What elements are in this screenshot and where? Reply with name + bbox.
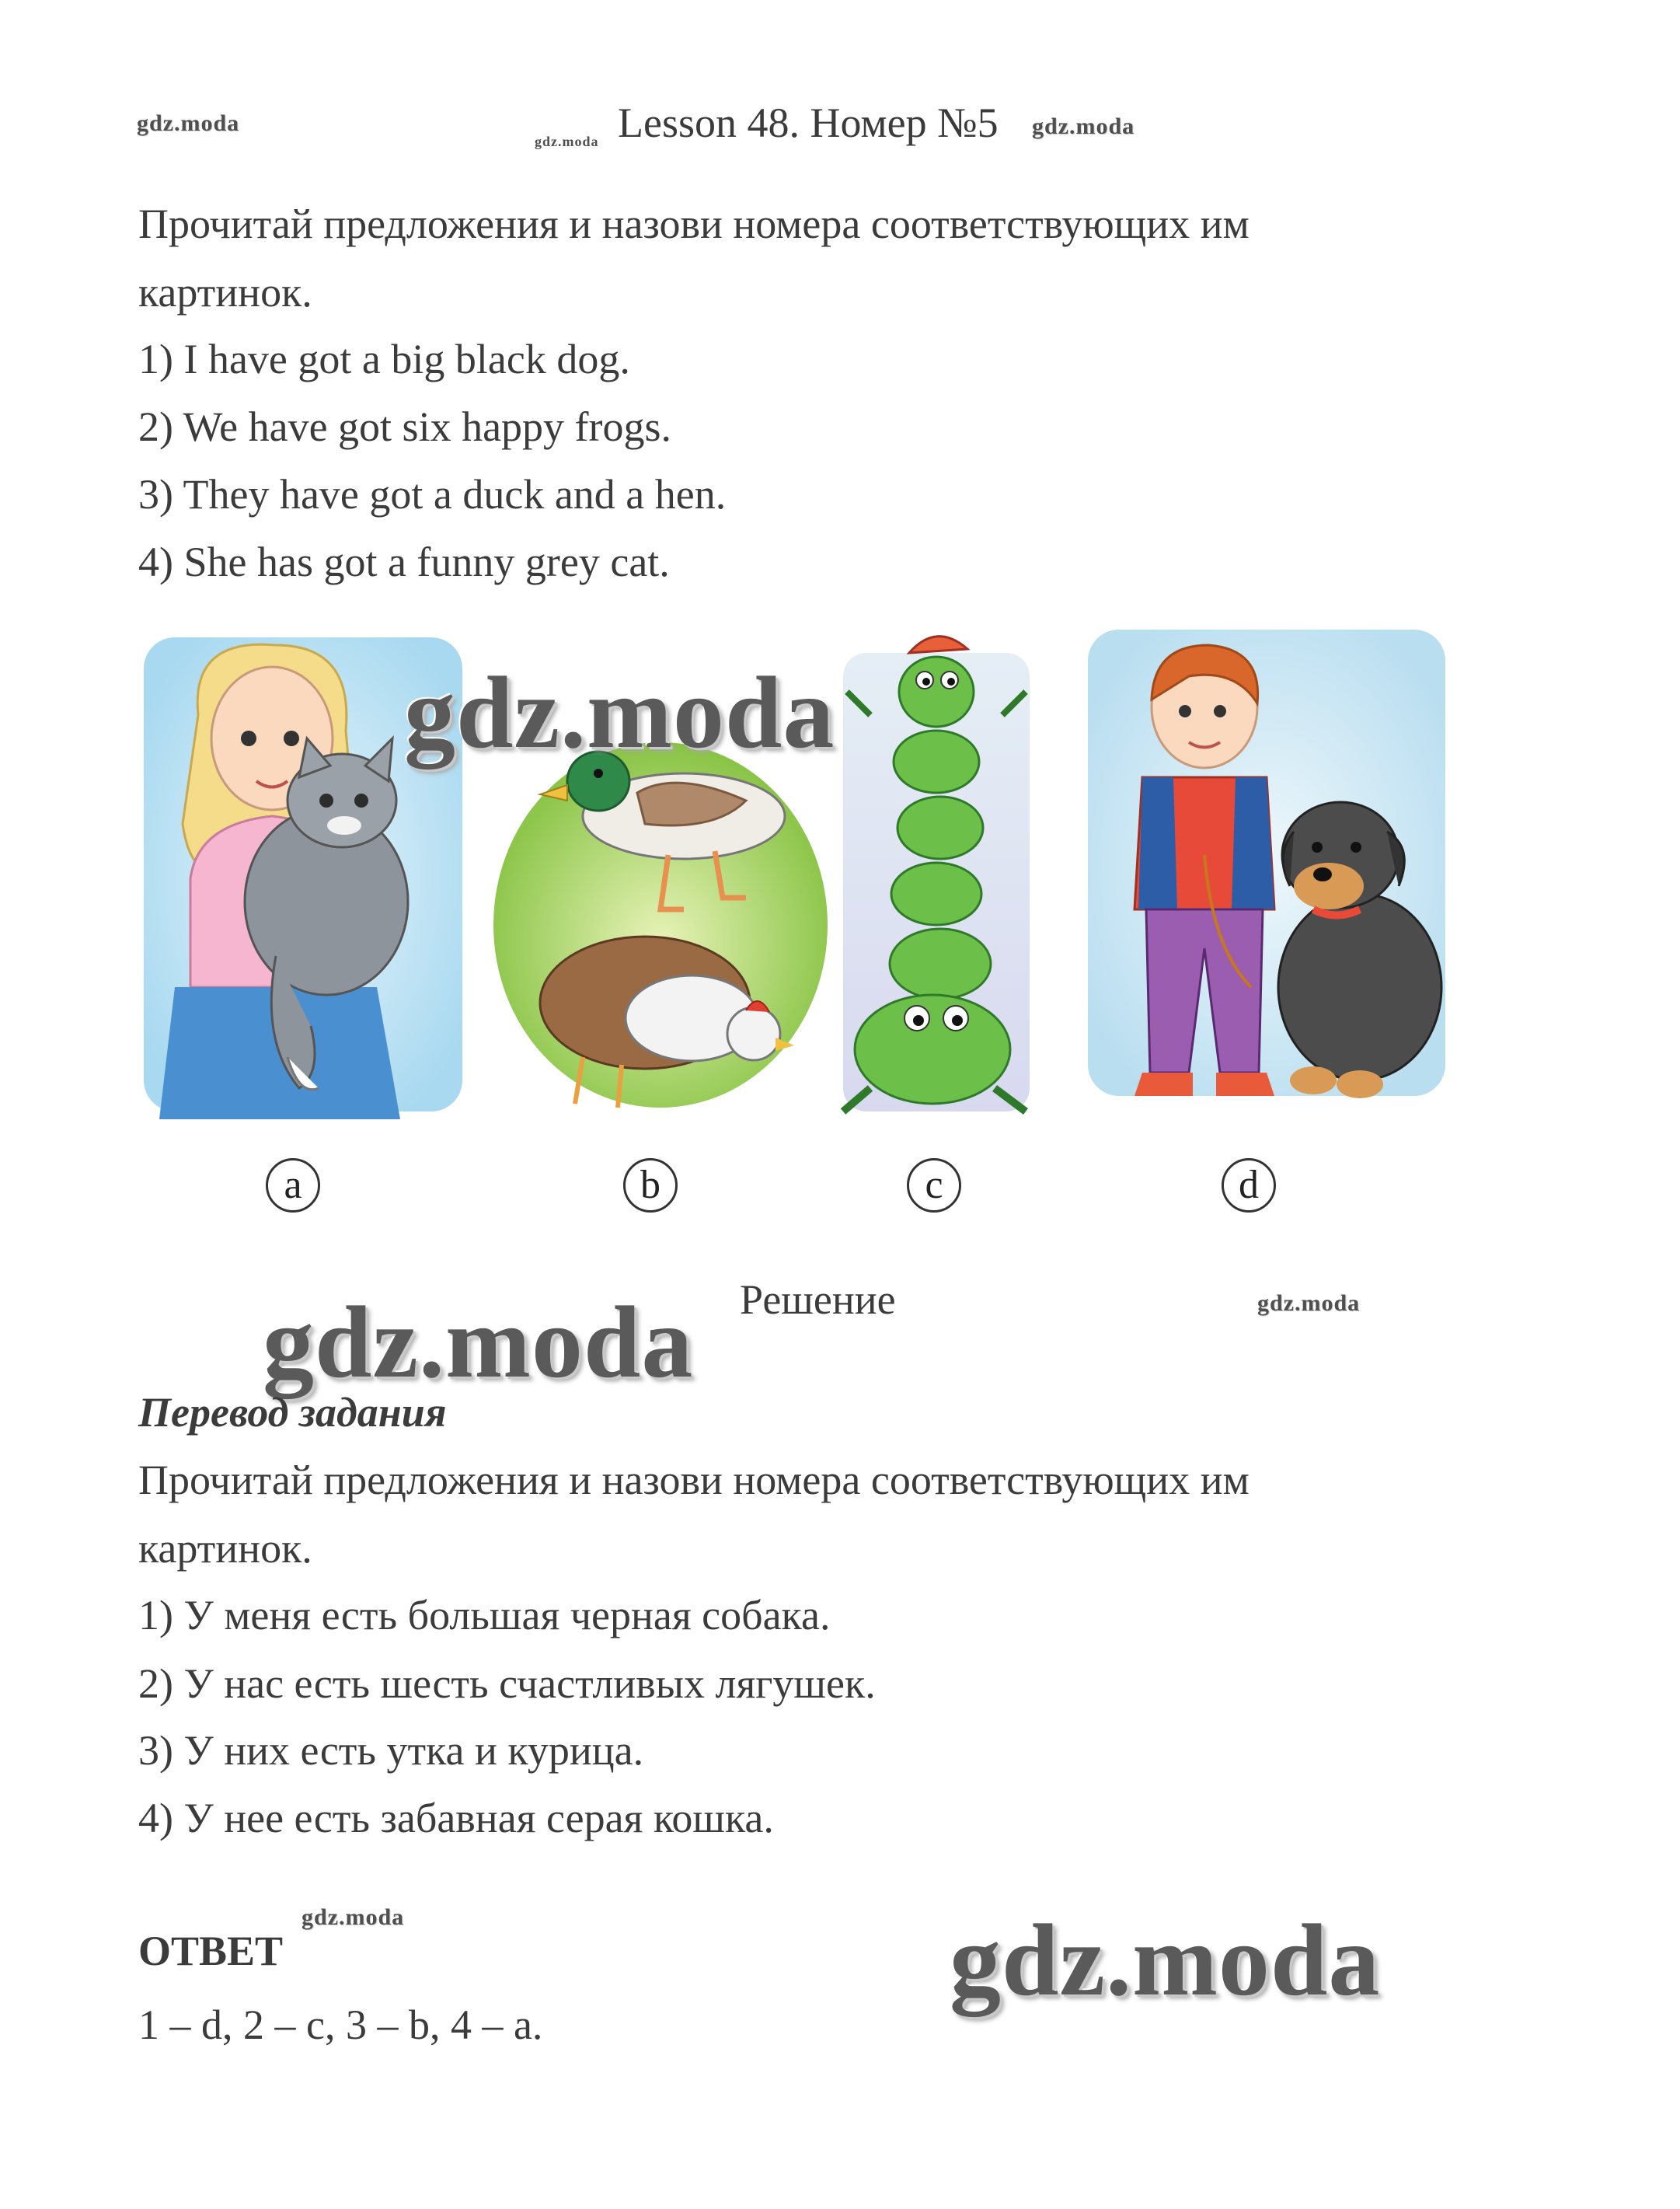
watermark: gdz.moda (950, 1903, 1381, 2017)
answer-text: 1 – d, 2 – c, 3 – b, 4 – a. (138, 2001, 543, 2048)
page-title: Lesson 48. Номер №5 (618, 99, 999, 146)
translation-sentence: 3) У них есть утка и курица. (138, 1727, 644, 1774)
watermark: gdz.moda (1032, 113, 1135, 139)
translation-sentence: 1) У меня есть большая черная собака. (138, 1592, 831, 1638)
solution-heading: Решение (740, 1276, 896, 1323)
task-instruction: Прочитай предложения и назови номера соответствующих им (138, 201, 1250, 247)
picture-label-c: c (907, 1158, 961, 1213)
watermark: gdz.moda (404, 655, 835, 769)
task-sentence: 3) They have got a duck and a hen. (138, 471, 727, 518)
watermark: gdz.moda (263, 1285, 694, 1399)
picture-label-b: b (623, 1158, 678, 1213)
task-sentence: 2) We have got six happy frogs. (138, 403, 672, 450)
translation-instruction: Прочитай предложения и назови номера соответствующих им (138, 1457, 1250, 1503)
six-frogs-illustration (839, 606, 1033, 1119)
duck-and-hen-illustration (490, 723, 831, 1119)
answer-heading: ОТВЕТ (138, 1928, 284, 1974)
boy-with-dog-illustration (1080, 622, 1453, 1119)
translation-sentence: 2) У нас есть шесть счастливых лягушек. (138, 1660, 876, 1707)
translation-instruction: картинок. (138, 1525, 312, 1572)
watermark: gdz.moda (137, 110, 240, 136)
picture-label-a: a (266, 1158, 320, 1213)
translation-heading: Перевод задания (138, 1389, 447, 1436)
task-sentence: 1) I have got a big black dog. (138, 336, 630, 382)
task-instruction: картинок. (138, 269, 312, 316)
task-sentence: 4) She has got a funny grey cat. (138, 539, 670, 585)
translation-sentence: 4) У нее есть забавная серая кошка. (138, 1795, 774, 1841)
watermark: gdz.moda (1257, 1290, 1361, 1316)
watermark: gdz.moda (535, 134, 599, 149)
watermark: gdz.moda (301, 1904, 405, 1930)
picture-label-d: d (1222, 1158, 1276, 1213)
